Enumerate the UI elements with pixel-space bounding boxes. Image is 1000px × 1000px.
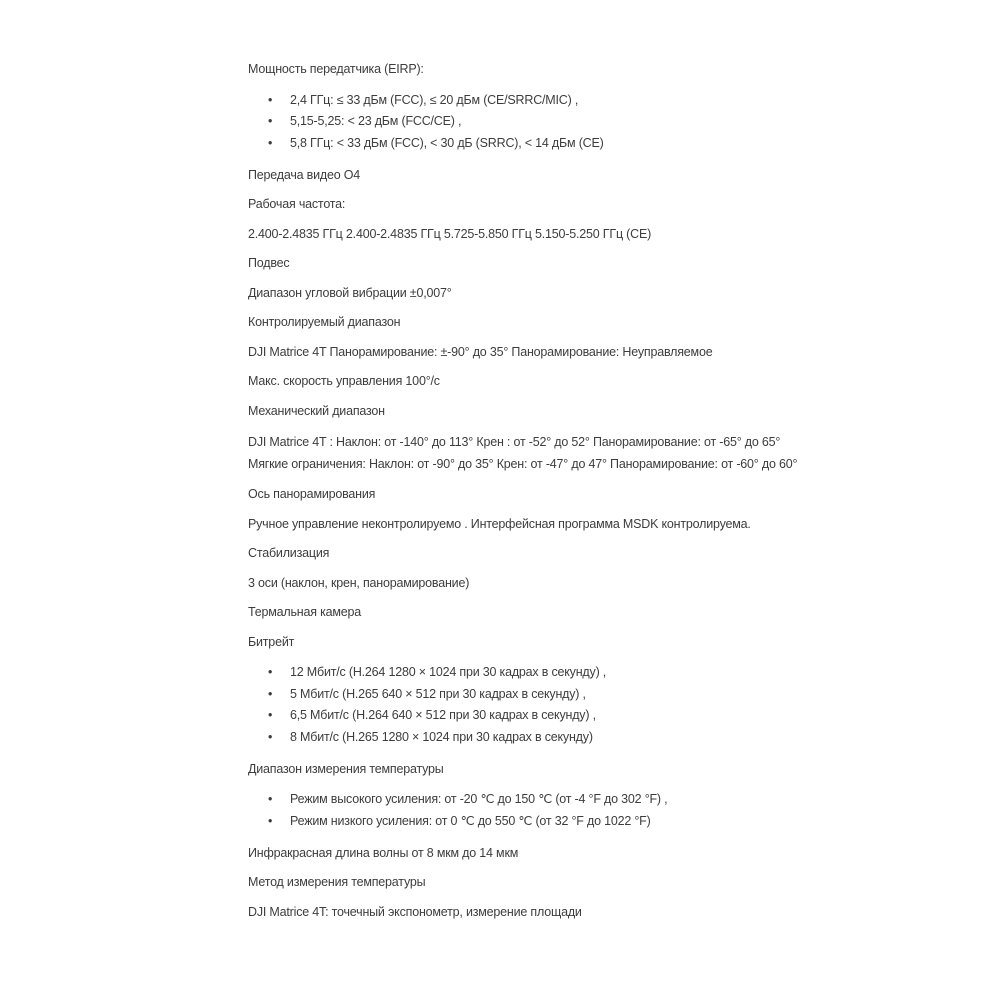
spec-heading-temp-method: Метод измерения температуры [248,875,426,889]
spec-heading-transmitter-power: Мощность передатчика (EIRP): [248,62,424,76]
spec-heading-pan-axis: Ось панорамирования [248,487,376,501]
list-item: • 5,8 ГГц: < 33 дБм (FCC), < 30 дБ (SRRC), < 14 дБм (CE) [268,133,868,155]
spec-operating-frequency-value: 2.400-2.4835 ГГц 2.400-2.4835 ГГц 5.725-5.850 ГГц 5.150-5.250 ГГц (CE) [248,226,652,241]
spec-heading-temp-range: Диапазон измерения температуры [248,761,444,776]
list-item: • 2,4 ГГц: ≤ 33 дБм (FCC), ≤ 20 дБм (CE/SRRC/MIC) , [268,90,868,112]
list-item: • Режим низкого усиления: от 0 ℃ до 550 ℃ (от 32 °F до 1022 °F) [268,811,868,833]
spec-video-transmission: Передача видео O4 [248,167,361,182]
spec-mechanical-range-values [248,431,868,475]
list-item: • 5 Мбит/с (H.265 640 × 512 при 30 кадрах в секунду) , [268,684,868,706]
spec-heading-stabilization: Стабилизация [248,546,330,560]
list-item: • 5,15-5,25: < 23 дБм (FCC/CE) , [268,111,868,133]
spec-stabilization-value: 3 оси (наклон, крен, панорамирование) [248,575,470,590]
spec-line: Мягкие ограничения: Наклон: от -90° до 35° Крен: от -47° до 47° Панорамирование: от -60° до 60° [248,457,798,471]
bitrate-list [248,662,868,748]
spec-heading-thermal-camera: Термальная камера [248,605,362,619]
spec-heading-mechanical-range: Механический диапазон [248,403,385,418]
spec-line: DJI Matrice 4T : Наклон: от -140° до 113° Крен : от -52° до 52° Панорамирование: от -65° до 65° [248,435,781,449]
spec-pan-axis-value: Ручное управление неконтролируемо . Интерфейсная программа MSDK контролируема. [248,516,751,531]
spec-controlled-range-value: DJI Matrice 4T Панорамирование: ±-90° до 35° Панорамирование: Неуправляемое [248,344,713,359]
spec-document [248,60,868,932]
temp-range-list [248,789,868,832]
spec-heading-bitrate: Битрейт [248,634,295,649]
list-item: • Режим высокого усиления: от -20 ℃ до 150 ℃ (от -4 °F до 302 °F) , [268,789,868,811]
list-item: • 8 Мбит/с (H.265 1280 × 1024 при 30 кадрах в секунду) [268,727,868,749]
spec-heading-controlled-range: Контролируемый диапазон [248,315,401,329]
spec-heading-operating-frequency: Рабочая частота: [248,197,346,211]
spec-temp-method-value: DJI Matrice 4T: точечный экспонометр, измерение площади [248,904,582,919]
spec-max-control-speed: Макс. скорость управления 100°/с [248,374,440,388]
spec-infrared-wavelength: Инфракрасная длина волны от 8 мкм до 14 мкм [248,845,519,860]
spec-heading-gimbal: Подвес [248,256,290,270]
spec-vibration-range: Диапазон угловой вибрации ±0,007° [248,285,452,300]
list-item: • 6,5 Мбит/с (H.264 640 × 512 при 30 кадрах в секунду) , [268,705,868,727]
transmitter-power-list [248,90,868,155]
list-item: • 12 Мбит/с (H.264 1280 × 1024 при 30 кадрах в секунду) , [268,662,868,684]
